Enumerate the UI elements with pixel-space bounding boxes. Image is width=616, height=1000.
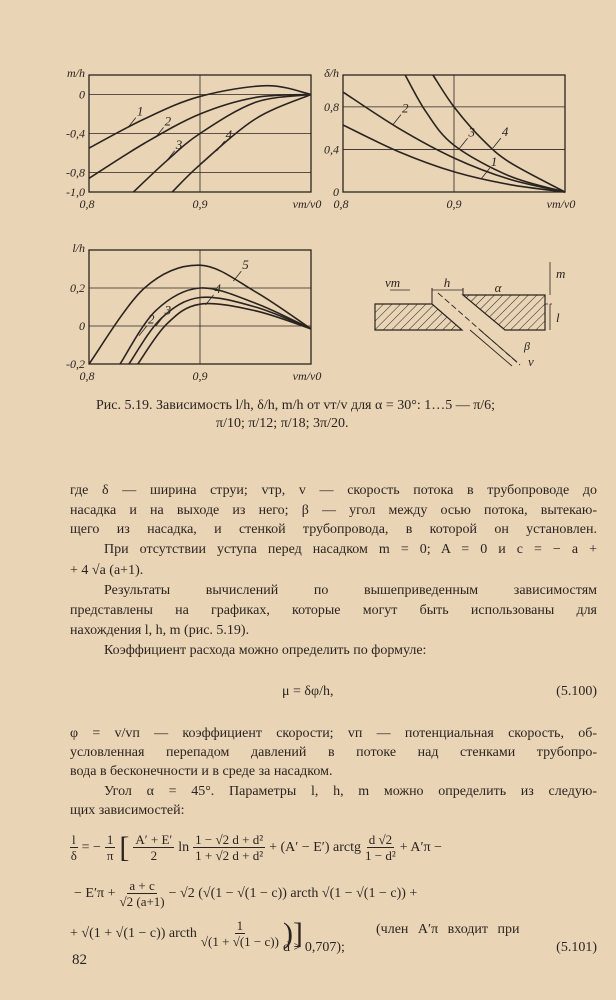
fraction-den: 1 − d² [365, 848, 396, 863]
fraction-num: 1 [236, 918, 244, 933]
bracket-close: )] [282, 916, 303, 950]
formula-text: + √(1 + √(1 − c)) arcth [70, 925, 197, 941]
y-axis-label: δ/h [324, 66, 339, 80]
label-alpha: α [494, 280, 502, 295]
series-label-4: 4 [501, 124, 509, 140]
bracket-open: [ [119, 830, 130, 864]
body-line: насадка и на выходе из него; β — угол между осью потока, вытекаю- [70, 503, 597, 518]
series-leader [167, 151, 175, 161]
formula-line-3 [70, 918, 303, 949]
series-label-1: 1 [490, 154, 498, 170]
equation-number-5-101: (5.101) [556, 940, 597, 955]
equation-number-5-100: (5.100) [556, 684, 597, 699]
figure-caption-line-1: Рис. 5.19. Зависимость l/h, δ/h, m/h от vт/v для α = 30°: 1…5 — π/6; [96, 398, 496, 413]
series-label-2: 2 [164, 113, 172, 129]
y-tick-label: -1,0 [66, 185, 85, 199]
series-leader [460, 138, 468, 148]
formula-text: = − [81, 839, 101, 855]
fraction-den: δ [70, 848, 77, 863]
series-line-4 [433, 75, 565, 192]
body-line: При отсутствии уступа перед насадком m = 0; A = 0 и c = − a + [104, 542, 597, 557]
x-tick-label: 0,9 [446, 197, 462, 211]
fraction-num: 1 − √2 d + d² [195, 832, 264, 847]
y-axis-label: m/h [67, 66, 85, 80]
series-label-4: 4 [214, 280, 222, 296]
figure-caption-line-2: π/10; π/12; π/18; 3π/20. [216, 416, 349, 431]
jet-line [470, 330, 512, 366]
series-label-1: 1 [136, 103, 144, 119]
y-tick-label: 0,4 [324, 142, 339, 157]
formula-note: (член A′π входит при [376, 922, 520, 937]
body-line: условленная перепадом давлений в потоке над стенками трубопро- [70, 745, 597, 760]
formula-text: + A′π − [399, 839, 443, 855]
jet-line [480, 330, 517, 362]
x-axis-label: vт/v0 [292, 197, 322, 211]
series-line-3 [133, 95, 311, 193]
series-label-4: 4 [225, 126, 233, 142]
body-line: где δ — ширина струи; vтр, v — скорость потока в трубопроводе до [70, 483, 597, 498]
y-axis-label: l/h [72, 241, 85, 255]
body-line: Угол α = 45°. Параметры l, h, m можно определить из следую- [104, 784, 597, 799]
series-line-3 [129, 297, 311, 364]
x-tick-label: 0,8 [79, 197, 95, 211]
wall-right [463, 295, 545, 330]
page-number: 82 [72, 952, 87, 968]
label-v: v [528, 354, 534, 369]
formula-text: − E′π + [74, 885, 116, 901]
y-tick-label: 0,2 [70, 281, 85, 295]
body-line: щих зависимостей: [70, 803, 185, 818]
body-line: Коэффициент расхода можно определить по формуле: [104, 643, 427, 658]
y-tick-label: -0,4 [66, 126, 85, 141]
formula-line-2 [74, 878, 417, 909]
formula-text: − √2 (√(1 − √(1 − c)) arcth √(1 − √(1 − c)) + [168, 885, 418, 901]
series-label-3: 3 [164, 302, 172, 318]
fraction-den: 1 + √2 d + d² [195, 848, 264, 863]
series-label-2: 2 [147, 311, 155, 327]
formula-text: + (A′ − E′) arctg [269, 839, 362, 855]
y-tick-label: 0 [79, 87, 85, 102]
wall-left [375, 304, 462, 330]
x-axis-label: vт/v0 [292, 369, 322, 383]
series-label-3: 3 [468, 124, 476, 140]
formula-condition: d > 0,707); [283, 940, 345, 955]
body-line: представлены на графиках, которые могут быть использованы для [70, 603, 597, 618]
figure-5-19 [0, 0, 616, 440]
chart-1 [89, 75, 311, 192]
label-m: m [556, 266, 566, 281]
series-leader [128, 118, 136, 128]
x-axis-label: vт/v0 [546, 197, 576, 211]
fraction-den: 2 [150, 848, 158, 863]
label-l: l [556, 310, 560, 325]
fraction-num: a + c [129, 878, 155, 893]
body-line: φ = v/vп — коэффициент скорости; vп — потенциальная скорость, об- [70, 726, 597, 741]
chart-3 [89, 250, 311, 364]
label-h: h [443, 275, 451, 290]
fraction-num: d √2 [368, 832, 393, 847]
y-tick-label: 0 [333, 185, 339, 199]
fraction-den: π [106, 848, 114, 863]
body-line: + 4 √a (a+1). [70, 563, 144, 578]
series-leader [156, 316, 164, 326]
fraction-num: 1 [106, 832, 114, 847]
equation-5-100: μ = δφ/h, [282, 684, 334, 699]
chart-2 [343, 75, 565, 192]
body-line: вода в бесконечности и в среде за насадком. [70, 764, 333, 779]
series-leader [217, 141, 225, 151]
y-tick-label: -0,8 [66, 165, 85, 180]
fraction-num: A′ + E′ [135, 832, 173, 847]
x-tick-label: 0,8 [79, 369, 95, 383]
y-tick-label: 0,8 [324, 99, 339, 114]
fraction-den: √(1 + √(1 − c)) [200, 934, 279, 949]
series-label-2: 2 [401, 100, 409, 116]
body-line: щего из насадка, и стенкой трубопровода, в которой он установлен. [70, 522, 597, 537]
x-tick-label: 0,8 [333, 197, 349, 211]
series-leader [493, 138, 501, 148]
x-tick-label: 0,9 [192, 369, 208, 383]
y-tick-label: 0 [79, 319, 85, 333]
label-beta: β [524, 339, 530, 353]
body-line: нахождения l, h, m (рис. 5.19). [70, 623, 250, 638]
body-line: Результаты вычислений по вышеприведенным зависимостям [104, 583, 597, 598]
x-tick-label: 0,9 [192, 197, 208, 211]
series-label-3: 3 [175, 136, 183, 152]
series-label-5: 5 [242, 257, 249, 273]
label-vt: vт [385, 275, 401, 290]
fraction-den: √2 (a+1) [119, 894, 165, 909]
formula-text: ln [178, 839, 190, 855]
series-leader [393, 115, 401, 125]
fraction-num: l [72, 832, 76, 847]
y-tick-label: -0,2 [66, 357, 85, 371]
formula-line-1 [70, 832, 442, 863]
